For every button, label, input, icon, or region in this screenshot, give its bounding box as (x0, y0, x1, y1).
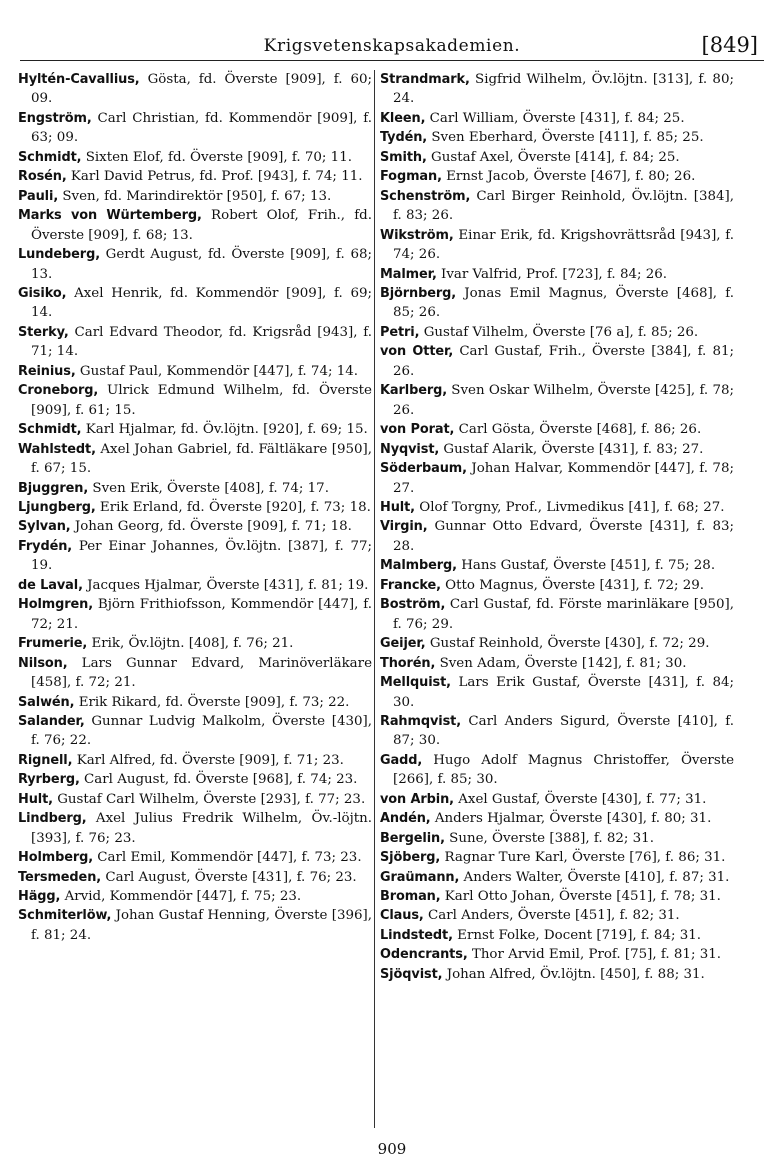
entry-surname: Wahlstedt, (18, 441, 96, 457)
register-entry (18, 187, 372, 206)
entry-surname: Karlberg, (380, 383, 448, 399)
register-entry (18, 70, 372, 109)
register-entry (18, 440, 372, 479)
entry-details: Sixten Elof, fd. Överste [909], f. 70; 11. (81, 149, 352, 165)
register-entry (380, 926, 734, 945)
entry-details: Gunnar Ludvig Malkolm, Överste [430], f. 76; 22. (31, 713, 372, 749)
register-entry (380, 829, 734, 848)
register-entry (380, 498, 734, 517)
register-entry (380, 634, 734, 653)
register-entry (18, 245, 372, 284)
entry-surname: Rosén, (18, 169, 67, 185)
register-entry (380, 226, 734, 265)
entry-details: Axel Henrik, fd. Kommendör [909], f. 69; 14. (31, 285, 372, 321)
entry-details: Per Einar Johannes, Öv.löjtn. [387], f. 77; 19. (31, 538, 372, 574)
entry-details: Gerdt August, fd. Överste [909], f. 68; 13. (31, 247, 372, 282)
entry-surname: Ryrberg, (18, 772, 80, 788)
register-entry (380, 342, 734, 381)
register-entry (380, 965, 734, 984)
entry-details: Carl August, fd. Överste [968], f. 74; 23. (79, 772, 358, 788)
entry-details: Johan Alfred, Öv.löjtn. [450], f. 88; 31. (442, 966, 705, 982)
register-entry (18, 323, 372, 362)
entry-details: Lars Erik Gustaf, Överste [431], f. 84; 30. (393, 675, 734, 710)
register-entry (380, 440, 734, 459)
entry-surname: de Laval, (18, 577, 83, 593)
register-entry (18, 284, 372, 323)
entry-details: Carl Edvard Theodor, fd. Krigsråd [943], f. 71; 14. (31, 324, 372, 360)
entry-surname: Lindstedt, (380, 927, 453, 943)
register-entry (18, 654, 372, 693)
entry-surname: Frumerie, (18, 636, 88, 652)
entry-details: Einar Erik, fd. Krigshovrättsråd [943], f. 74; 26. (393, 227, 734, 263)
entry-surname: Geijer, (380, 636, 426, 652)
entry-details: Karl Alfred, fd. Överste [909], f. 71; 23. (72, 752, 344, 768)
entry-surname: Sjöqvist, (380, 966, 443, 982)
entry-surname: Hult, (18, 791, 53, 807)
register-entry (380, 751, 734, 790)
register-entry (18, 517, 372, 536)
register-entry (380, 887, 734, 906)
entry-details: Gustaf Vilhelm, Överste [76 a], f. 85; 26. (419, 324, 699, 340)
register-entry (18, 809, 372, 848)
entry-details: Sven Erik, Överste [408], f. 74; 17. (88, 480, 329, 496)
register-entry (380, 381, 734, 420)
entry-surname: Bjuggren, (18, 480, 89, 496)
entry-surname: Broman, (380, 889, 441, 905)
entry-surname: Lundeberg, (18, 247, 100, 263)
entry-details: Björn Frithiofsson, Kommendör [447], f. 72; 21. (31, 597, 372, 632)
entry-surname: Fogman, (380, 169, 442, 185)
entry-details: Olof Torgny, Prof., Livmedikus [41], f. 68; 27. (414, 499, 725, 515)
entry-details: Jacques Hjalmar, Överste [431], f. 81; 19. (82, 577, 369, 593)
register-entry (18, 712, 372, 751)
register-entry (18, 790, 372, 809)
entry-details: Jonas Emil Magnus, Överste [468], f. 85; 26. (393, 285, 734, 321)
entry-details: Sven Oskar Wilhelm, Överste [425], f. 78; 26. (393, 383, 734, 418)
entry-surname: Mellquist, (380, 675, 451, 691)
entry-details: Johan Georg, fd. Överste [909], f. 71; 18. (70, 519, 352, 535)
entry-details: Robert Olof, Frih., fd. Överste [909], f. 68; 13. (31, 208, 372, 243)
entry-surname: Petri, (380, 324, 420, 340)
entry-details: Carl Emil, Kommendör [447], f. 73; 23. (93, 850, 362, 866)
entry-details: Sigfrid Wilhelm, Öv.löjtn. [313], f. 80; 24. (393, 72, 734, 107)
entry-details: Gustaf Paul, Kommendör [447], f. 74; 14. (75, 363, 359, 379)
entry-columns (18, 70, 766, 1132)
register-entry (18, 479, 372, 498)
entry-surname: Björnberg, (380, 285, 457, 301)
entry-details: Carl Anders, Överste [451], f. 82; 31. (423, 908, 680, 924)
register-entry (380, 128, 734, 147)
entry-surname: von Otter, (380, 344, 454, 360)
column-divider (374, 70, 375, 1128)
entry-details: Erik Rikard, fd. Överste [909], f. 73; 22. (74, 694, 350, 710)
register-entry (380, 265, 734, 284)
entry-details: Ernst Folke, Docent [719], f. 84; 31. (452, 927, 702, 943)
register-entry (380, 595, 734, 634)
entry-details: Anders Walter, Överste [410], f. 87; 31. (459, 869, 730, 885)
register-entry (18, 868, 372, 887)
entry-surname: Sylvan, (18, 519, 71, 535)
entry-details: Gösta, fd. Överste [909], f. 60; 09. (31, 72, 372, 107)
register-entry (18, 751, 372, 770)
entry-surname: Holmberg, (18, 850, 94, 866)
page-number: [849] (701, 33, 758, 57)
register-entry (380, 868, 734, 887)
entry-surname: Schenström, (380, 188, 471, 204)
entry-details: Erik, Öv.löjtn. [408], f. 76; 21. (87, 636, 294, 652)
register-entry (380, 673, 734, 712)
entry-surname: Malmer, (380, 266, 437, 282)
register-entry (18, 537, 372, 576)
entry-details: Sven Eberhard, Överste [411], f. 85; 25. (427, 130, 704, 146)
entry-surname: Marks von Würtemberg, (18, 208, 202, 224)
register-entry (380, 556, 734, 575)
register-entry (18, 887, 372, 906)
register-entry (18, 420, 372, 439)
register-entry (18, 634, 372, 653)
register-entry (380, 109, 734, 128)
entry-surname: Hyltén-Cavallius, (18, 72, 140, 87)
entry-surname: Thorén, (380, 655, 436, 671)
entry-surname: von Porat, (380, 422, 455, 438)
register-entry (380, 712, 734, 751)
entry-surname: Pauli, (18, 188, 59, 204)
entry-details: Gustaf Carl Wilhelm, Överste [293], f. 77; 23. (52, 791, 366, 807)
entry-details: Carl Birger Reinhold, Öv.löjtn. [384], f. 83; 26. (393, 188, 734, 224)
entry-details: Johan Gustaf Henning, Överste [396], f. 81; 24. (31, 908, 372, 943)
entry-surname: Francke, (380, 577, 441, 593)
register-entry (18, 576, 372, 595)
entry-surname: Claus, (380, 908, 424, 924)
entry-details: Ragnar Ture Karl, Överste [76], f. 86; 31. (440, 850, 726, 866)
entry-surname: Engström, (18, 110, 92, 126)
entry-details: Sven Adam, Överste [142], f. 81; 30. (435, 655, 687, 671)
entry-surname: Salwén, (18, 694, 75, 710)
entry-details: Erik Erland, fd. Överste [920], f. 73; 18. (95, 499, 371, 515)
entry-surname: Graümann, (380, 869, 460, 885)
right-column (380, 70, 734, 1132)
entry-surname: Hult, (380, 499, 415, 515)
entry-details: Axel Gustaf, Överste [430], f. 77; 31. (453, 791, 707, 807)
entry-details: Ulrick Edmund Wilhelm, fd. Överste [909], f. 61; 15. (31, 383, 372, 418)
entry-details: Johan Halvar, Kommendör [447], f. 78; 27. (393, 461, 734, 496)
entry-surname: Bergelin, (380, 830, 445, 846)
entry-details: Axel Johan Gabriel, fd. Fältläkare [950], f. 67; 15. (31, 441, 372, 477)
entry-details: Karl David Petrus, fd. Prof. [943], f. 74; 11. (66, 169, 363, 185)
page-title: Krigsvetenskapsakademien. (263, 36, 521, 56)
entry-details: Gustaf Axel, Överste [414], f. 84; 25. (426, 149, 680, 165)
entry-surname: Gadd, (380, 752, 423, 768)
entry-surname: Smith, (380, 149, 427, 165)
entry-surname: von Arbin, (380, 791, 454, 807)
entry-details: Hans Gustaf, Överste [451], f. 75; 28. (456, 558, 716, 574)
entry-details: Gustaf Reinhold, Överste [430], f. 72; 29. (425, 636, 710, 652)
entry-details: Hugo Adolf Magnus Christoffer, Överste [266], f. 85; 30. (393, 752, 734, 788)
register-entry (380, 790, 734, 809)
register-entry (18, 848, 372, 867)
register-entry (380, 654, 734, 673)
entry-surname: Holmgren, (18, 597, 93, 613)
entry-surname: Söderbaum, (380, 461, 467, 477)
page-footer: 909 (377, 1140, 407, 1158)
entry-details: Carl Gustaf, fd. Förste marinläkare [950], f. 76; 29. (393, 597, 734, 632)
entry-details: Otto Magnus, Överste [431], f. 72; 29. (440, 577, 705, 593)
entry-surname: Andén, (380, 811, 431, 827)
register-entry (18, 381, 372, 420)
entry-details: Thor Arvid Emil, Prof. [75], f. 81; 31. (467, 947, 722, 963)
register-entry (18, 109, 372, 148)
register-entry (18, 498, 372, 517)
register-entry (18, 906, 372, 945)
register-entry (18, 148, 372, 167)
register-entry (18, 770, 372, 789)
entry-surname: Malmberg, (380, 558, 457, 574)
entry-surname: Gisiko, (18, 285, 67, 301)
entry-surname: Schmiterlöw, (18, 908, 112, 924)
register-entry (18, 206, 372, 245)
entry-surname: Tydén, (380, 130, 428, 146)
entry-surname: Reinius, (18, 363, 76, 379)
entry-surname: Sterky, (18, 324, 69, 340)
entry-surname: Rignell, (18, 752, 73, 768)
entry-surname: Virgin, (380, 519, 428, 535)
left-column (18, 70, 372, 1132)
register-entry (380, 70, 734, 109)
entry-details: Arvid, Kommendör [447], f. 75; 23. (60, 889, 302, 905)
entry-details: Sune, Överste [388], f. 82; 31. (444, 830, 654, 846)
entry-details: Carl Gustaf, Frih., Överste [384], f. 81; 26. (393, 344, 734, 379)
entry-surname: Wikström, (380, 227, 454, 243)
entry-surname: Strandmark, (380, 72, 470, 87)
entry-surname: Boström, (380, 597, 446, 613)
entry-surname: Ljungberg, (18, 499, 96, 515)
entry-surname: Hägg, (18, 889, 61, 905)
page-header (20, 34, 764, 61)
entry-surname: Rahmqvist, (380, 713, 462, 729)
entry-surname: Nilson, (18, 655, 68, 671)
entry-details: Carl August, Överste [431], f. 76; 23. (101, 869, 357, 885)
register-entry (380, 906, 734, 925)
entry-details: Ernst Jacob, Överste [467], f. 80; 26. (441, 169, 696, 185)
entry-details: Carl Christian, fd. Kommendör [909], f. 63; 09. (31, 110, 372, 146)
register-entry (18, 362, 372, 381)
register-entry (18, 167, 372, 186)
register-entry (380, 148, 734, 167)
entry-surname: Sjöberg, (380, 850, 441, 866)
register-entry (380, 576, 734, 595)
entry-details: Ivar Valfrid, Prof. [723], f. 84; 26. (436, 266, 668, 282)
entry-details: Karl Hjalmar, fd. Öv.löjtn. [920], f. 69; 15. (81, 422, 368, 438)
register-entry (380, 517, 734, 556)
entry-details: Gustaf Alarik, Överste [431], f. 83; 27. (439, 441, 704, 457)
entry-surname: Odencrants, (380, 947, 468, 963)
entry-surname: Nyqvist, (380, 441, 440, 457)
entry-surname: Schmidt, (18, 149, 82, 165)
register-entry (380, 187, 734, 226)
entry-surname: Kleen, (380, 110, 426, 126)
register-entry (18, 595, 372, 634)
entry-details: Anders Hjalmar, Överste [430], f. 80; 31. (430, 811, 712, 827)
entry-details: Carl Gösta, Överste [468], f. 86; 26. (454, 422, 702, 438)
register-entry (380, 420, 734, 439)
register-entry (380, 167, 734, 186)
entry-surname: Lindberg, (18, 811, 87, 827)
register-entry (18, 693, 372, 712)
entry-details: Gunnar Otto Edvard, Överste [431], f. 83; 28. (393, 519, 734, 554)
entry-surname: Salander, (18, 713, 85, 729)
entry-details: Carl Anders Sigurd, Överste [410], f. 87; 30. (393, 713, 734, 749)
register-entry (380, 945, 734, 964)
register-entry (380, 809, 734, 828)
register-entry (380, 848, 734, 867)
register-entry (380, 459, 734, 498)
register-entry (380, 284, 734, 323)
entry-details: Axel Julius Fredrik Wilhelm, Öv.-löjtn. [393], f. 76; 23. (31, 811, 372, 846)
entry-details: Carl William, Överste [431], f. 84; 25. (425, 110, 685, 126)
entry-details: Sven, fd. Marindirektör [950], f. 67; 13. (58, 188, 332, 204)
entry-surname: Frydén, (18, 538, 73, 554)
entry-surname: Schmidt, (18, 422, 82, 438)
entry-details: Karl Otto Johan, Överste [451], f. 78; 31. (440, 889, 721, 905)
entry-details: Lars Gunnar Edvard, Marinöverläkare [458], f. 72; 21. (31, 655, 372, 691)
register-entry (380, 323, 734, 342)
entry-surname: Tersmeden, (18, 869, 102, 885)
entry-surname: Croneborg, (18, 383, 99, 399)
